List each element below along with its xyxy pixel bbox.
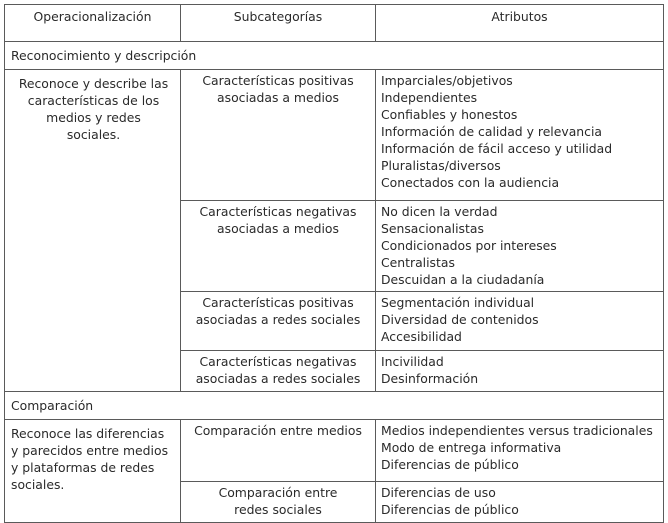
section-title: Comparación — [5, 392, 664, 420]
atributos-cell — [376, 70, 664, 201]
subcategoria-text: Características negativas asociadas a medios — [199, 204, 357, 236]
subcategoria-cell — [181, 482, 376, 523]
header-row — [5, 5, 664, 42]
atributo-item: Condicionados por intereses — [381, 238, 557, 253]
atributo-item: Diferencias de público — [381, 502, 519, 517]
subcategoria-text: Comparación entre redes sociales — [218, 485, 338, 517]
header-operacionalizacion: Operacionalización — [5, 5, 181, 42]
atributo-item: Diferencias de uso — [381, 485, 496, 500]
subcategoria-text: Características positivas asociadas a medios — [202, 73, 354, 105]
subcategoria-cell — [181, 292, 376, 351]
subcategoria-cell — [181, 351, 376, 392]
atributos-cell — [376, 420, 664, 482]
atributos-cell — [376, 201, 664, 292]
subcategoria-text: Características positivas asociadas a redes sociales — [195, 295, 361, 327]
section-row-comparacion — [5, 392, 664, 420]
atributo-item: Incivilidad — [381, 354, 444, 369]
atributo-item: Segmentación individual — [381, 295, 535, 310]
atributos-cell — [376, 351, 664, 392]
section-row-reconocimiento — [5, 42, 664, 70]
atributo-item: Medios independientes versus tradicionales — [381, 423, 653, 438]
subcategoria-text: Comparación entre medios — [194, 423, 362, 438]
atributo-item: Diferencias de público — [381, 457, 519, 472]
atributo-item: Sensacionalistas — [381, 221, 484, 236]
operacionalizacion-text: Reconoce y describe las características de los medios y redes sociales. — [18, 76, 169, 142]
atributo-item: Información de fácil acceso y utilidad — [381, 141, 613, 156]
atributo-item: Imparciales/objetivos — [381, 73, 513, 88]
atributo-item: Centralistas — [381, 255, 455, 270]
atributo-item: Pluralistas/diversos — [381, 158, 501, 173]
table-row — [5, 420, 664, 482]
atributo-item: Modo de entrega informativa — [381, 440, 562, 455]
operationalization-table — [4, 4, 664, 523]
operacionalizacion-cell — [5, 70, 181, 392]
subcategoria-cell — [181, 201, 376, 292]
subcategoria-cell — [181, 420, 376, 482]
table-row — [5, 70, 664, 201]
atributo-item: No dicen la verdad — [381, 204, 498, 219]
atributo-item: Conectados con la audiencia — [381, 175, 560, 190]
operacionalizacion-cell — [5, 420, 181, 523]
header-subcategorias: Subcategorías — [181, 5, 376, 42]
atributo-item: Accesibilidad — [381, 329, 462, 344]
header-atributos: Atributos — [376, 5, 664, 42]
atributo-item: Independientes — [381, 90, 478, 105]
atributo-item: Diversidad de contenidos — [381, 312, 539, 327]
document-page — [4, 4, 663, 523]
atributos-cell — [376, 292, 664, 351]
atributos-cell — [376, 482, 664, 523]
atributo-item: Descuidan a la ciudadanía — [381, 272, 545, 287]
operacionalizacion-text: Reconoce las diferencias y parecidos entre medios y plataformas de redes sociales. — [11, 426, 169, 492]
atributo-item: Desinformación — [381, 371, 479, 386]
subcategoria-cell — [181, 70, 376, 201]
atributo-item: Información de calidad y relevancia — [381, 124, 603, 139]
subcategoria-text: Características negativas asociadas a redes sociales — [195, 354, 361, 386]
atributo-item: Confiables y honestos — [381, 107, 518, 122]
section-title: Reconocimiento y descripción — [5, 42, 664, 70]
